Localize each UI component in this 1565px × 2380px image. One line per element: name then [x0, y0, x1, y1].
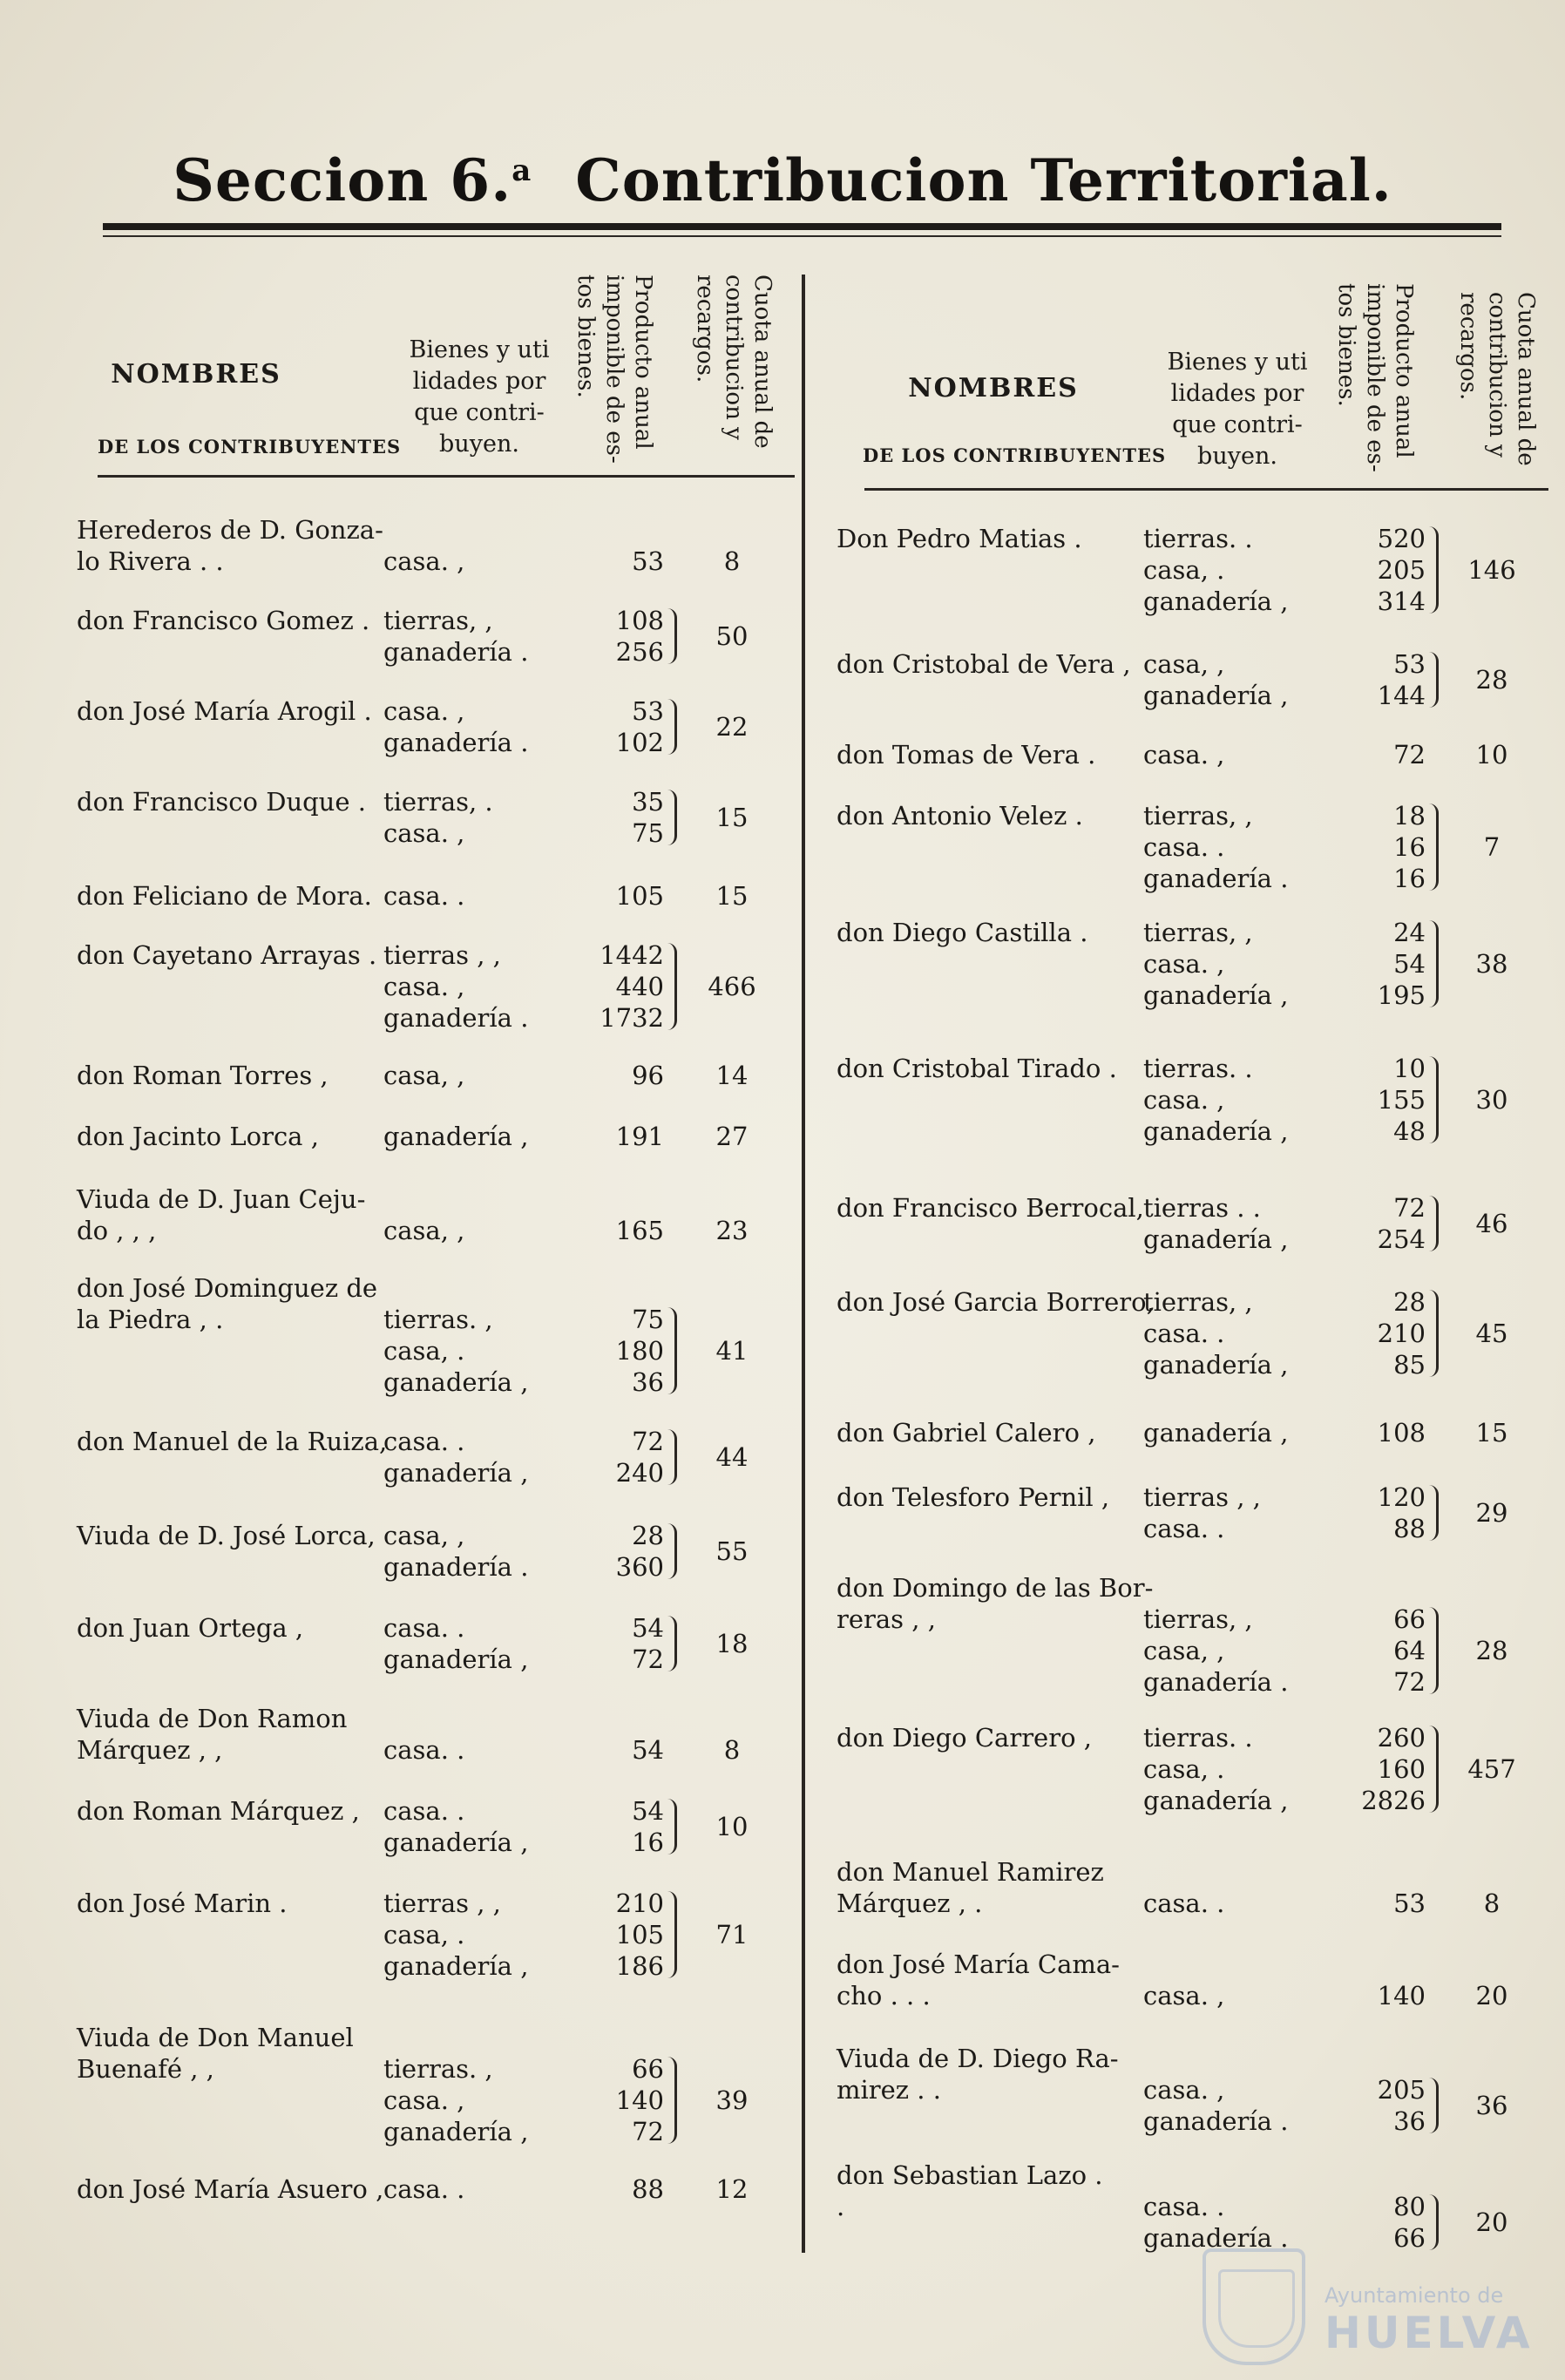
contributor-name: don José Dominguez de la Piedra , .: [77, 1273, 378, 1334]
cuota-value: 30: [1475, 1085, 1508, 1115]
left-header-rule: [98, 475, 795, 478]
left-header-bienes: Bienes y uti lidades por que contri- buyen.: [409, 336, 550, 458]
title-superscript: a: [512, 153, 532, 188]
product-values: 24 54 195: [1377, 918, 1426, 1010]
contributor-name: Viuda de D. Diego Ra- mirez . .: [837, 2044, 1119, 2105]
grouping-brace: [667, 1307, 677, 1394]
product-values: 75 180 36: [615, 1305, 664, 1397]
property-types: tierras. , casa. , ganadería ,: [383, 2054, 529, 2146]
watermark-line2: HUELVA: [1324, 2308, 1534, 2358]
cuota-value: 15: [715, 803, 749, 832]
contributor-name: don Juan Ortega ,: [77, 1613, 304, 1643]
product-values: 96: [632, 1061, 664, 1090]
contributor-name: don Manuel de la Ruiza,: [77, 1427, 388, 1456]
grouping-brace: [667, 1429, 677, 1485]
product-values: 53: [1393, 1888, 1426, 1918]
cuota-value: 7: [1483, 832, 1501, 862]
grouping-brace: [1429, 804, 1439, 891]
product-values: 210 105 186: [615, 1888, 664, 1981]
cuota-value: 45: [1475, 1319, 1508, 1348]
product-values: 53 102: [615, 696, 664, 757]
property-types: tierras, , casa, , ganadería .: [1143, 1604, 1289, 1697]
property-types: casa. . ganadería ,: [383, 1427, 529, 1488]
contributor-name: Viuda de Don Ramon Márquez , ,: [77, 1704, 348, 1765]
cuota-value: 18: [715, 1629, 749, 1658]
right-header-cuota: Cuota anual de contribucion y recargos.: [1455, 292, 1539, 466]
contributor-name: Don Pedro Matias .: [837, 524, 1082, 553]
property-types: tierras, , casa. . ganadería .: [1143, 801, 1289, 893]
contributor-name: don Roman Torres ,: [77, 1061, 329, 1090]
contributor-name: don Diego Castilla .: [837, 918, 1088, 947]
cuota-value: 22: [715, 712, 749, 742]
property-types: casa. .: [383, 1735, 465, 1765]
product-values: 28 210 85: [1377, 1287, 1426, 1380]
contributor-name: don Gabriel Calero ,: [837, 1418, 1096, 1448]
title-rule-thin: [103, 235, 1501, 237]
grouping-brace: [667, 2057, 677, 2144]
grouping-brace: [1429, 1056, 1439, 1143]
grouping-brace: [1429, 1726, 1439, 1813]
property-types: tierras . . ganadería ,: [1143, 1193, 1289, 1254]
grouping-brace: [667, 1891, 677, 1978]
grouping-brace: [1429, 920, 1439, 1007]
huelva-crest-icon: [1203, 2248, 1305, 2365]
product-values: 72 254: [1377, 1193, 1426, 1254]
left-header-nombres: NOMBRES: [111, 359, 281, 390]
product-values: 72 240: [615, 1427, 664, 1488]
right-header-contribuyentes: DE LOS CONTRIBUYENTES: [863, 444, 1167, 466]
product-values: 72: [1393, 740, 1426, 770]
property-types: casa. .: [383, 881, 465, 911]
property-types: casa. .: [383, 2174, 465, 2204]
property-types: casa. . ganadería ,: [383, 1796, 529, 1857]
contributor-name: Viuda de Don Manuel Buenafé , ,: [77, 2023, 354, 2084]
property-types: casa. .: [1143, 1888, 1225, 1918]
product-values: 53: [632, 546, 664, 576]
property-types: casa. ,: [383, 546, 465, 576]
property-types: tierras, , casa. , ganadería ,: [1143, 918, 1289, 1010]
contributor-name: don Diego Carrero ,: [837, 1723, 1092, 1753]
product-values: 66 64 72: [1393, 1604, 1426, 1697]
property-types: tierras, , ganadería .: [383, 606, 529, 667]
title-main: Contribucion Territorial.: [575, 146, 1392, 214]
cuota-value: 12: [715, 2174, 749, 2204]
property-types: casa, ,: [383, 1061, 465, 1090]
property-types: ganadería ,: [383, 1122, 529, 1151]
property-types: casa. , ganadería .: [1143, 2075, 1289, 2136]
contributor-name: don Francisco Duque .: [77, 787, 366, 817]
contributor-name: don José María Arogil .: [77, 696, 372, 726]
contributor-name: don Telesforo Pernil ,: [837, 1482, 1110, 1512]
product-values: 165: [615, 1216, 664, 1245]
contributor-name: Viuda de D. José Lorca,: [77, 1521, 376, 1550]
cuota-value: 29: [1475, 1498, 1508, 1528]
cuota-value: 8: [1483, 1888, 1501, 1918]
cuota-value: 457: [1467, 1754, 1516, 1784]
property-types: casa, ,: [383, 1216, 465, 1245]
property-types: casa. ,: [1143, 740, 1225, 770]
product-values: 18 16 16: [1393, 801, 1426, 893]
product-values: 108: [1377, 1418, 1426, 1448]
property-types: tierras , , casa, . ganadería ,: [383, 1888, 529, 1981]
contributor-name: don Cayetano Arrayas .: [77, 940, 377, 970]
cuota-value: 50: [715, 621, 749, 651]
grouping-brace: [1429, 1485, 1439, 1541]
grouping-brace: [1429, 652, 1439, 708]
right-header-producto: Producto anual imponible de es- tos bienes.: [1333, 283, 1417, 472]
watermark: [1203, 2248, 1534, 2362]
contributor-name: don José María Asuero ,: [77, 2174, 384, 2204]
property-types: tierras. . casa, . ganadería ,: [1143, 524, 1289, 616]
cuota-value: 55: [715, 1536, 749, 1566]
product-values: 108 256: [615, 606, 664, 667]
property-types: casa, , ganadería ,: [1143, 649, 1289, 710]
title-rule: [103, 223, 1501, 230]
grouping-brace: [1429, 1607, 1439, 1694]
contributor-name: don Antonio Velez .: [837, 801, 1083, 831]
contributor-name: don Manuel Ramirez Márquez , .: [837, 1857, 1104, 1918]
cuota-value: 466: [708, 972, 756, 1001]
property-types: casa. , ganadería .: [383, 696, 529, 757]
grouping-brace: [1429, 1196, 1439, 1251]
cuota-value: 44: [715, 1442, 749, 1472]
grouping-brace: [667, 608, 677, 664]
property-types: casa. . ganadería .: [1143, 2192, 1289, 2253]
cuota-value: 15: [715, 881, 749, 911]
product-values: 191: [615, 1122, 664, 1151]
product-values: 28 360: [615, 1521, 664, 1582]
right-header-nombres: NOMBRES: [908, 373, 1079, 403]
cuota-value: 20: [1475, 1981, 1508, 2010]
cuota-value: 28: [1475, 1636, 1508, 1665]
title-seccion: Seccion 6.: [173, 146, 512, 214]
product-values: 35 75: [632, 787, 664, 848]
grouping-brace: [667, 790, 677, 845]
property-types: tierras , , casa. .: [1143, 1482, 1261, 1543]
cuota-value: 27: [715, 1122, 749, 1151]
cuota-value: 8: [723, 1735, 741, 1765]
property-types: tierras, , casa. . ganadería ,: [1143, 1287, 1289, 1380]
contributor-name: don Sebastian Lazo . .: [837, 2160, 1103, 2221]
cuota-value: 46: [1475, 1209, 1508, 1238]
cuota-value: 38: [1475, 949, 1508, 979]
product-values: 80 66: [1393, 2192, 1426, 2253]
page-title: [0, 146, 1565, 214]
cuota-value: 71: [715, 1920, 749, 1949]
grouping-brace: [1429, 526, 1439, 614]
grouping-brace: [667, 699, 677, 755]
product-values: 105: [615, 881, 664, 911]
product-values: 140: [1377, 1981, 1426, 2010]
contributor-name: don Domingo de las Bor- reras , ,: [837, 1573, 1154, 1634]
watermark-line1: Ayuntamiento de: [1324, 2283, 1504, 2308]
cuota-value: 10: [715, 1812, 749, 1841]
product-values: 10 155 48: [1377, 1054, 1426, 1146]
grouping-brace: [667, 1616, 677, 1671]
property-types: tierras , , casa. , ganadería .: [383, 940, 529, 1033]
property-types: casa. . ganadería ,: [383, 1613, 529, 1674]
grouping-brace: [1429, 2194, 1439, 2250]
product-values: 54 16: [632, 1796, 664, 1857]
product-values: 205 36: [1377, 2075, 1426, 2136]
property-types: tierras. . casa. , ganadería ,: [1143, 1054, 1289, 1146]
cuota-value: 14: [715, 1061, 749, 1090]
contributor-name: Herederos de D. Gonza- lo Rivera . .: [77, 515, 383, 576]
contributor-name: don José Marin .: [77, 1888, 288, 1918]
cuota-value: 8: [723, 546, 741, 576]
property-types: casa, , ganadería .: [383, 1521, 529, 1582]
contributor-name: Viuda de D. Juan Ceju- do , , ,: [77, 1184, 366, 1245]
contributor-name: don Francisco Berrocal,: [837, 1193, 1144, 1223]
product-values: 54: [632, 1735, 664, 1765]
left-header-producto: Producto anual imponible de es- tos bienes.: [572, 275, 656, 464]
product-values: 53 144: [1377, 649, 1426, 710]
right-header-bienes: Bienes y uti lidades por que contri- buyen.: [1167, 349, 1308, 470]
contributor-name: don Cristobal Tirado .: [837, 1054, 1117, 1083]
contributor-name: don Feliciano de Mora.: [77, 881, 372, 911]
product-values: 66 140 72: [615, 2054, 664, 2146]
grouping-brace: [667, 1523, 677, 1579]
contributor-name: don Francisco Gomez .: [77, 606, 370, 635]
product-values: 88: [632, 2174, 664, 2204]
property-types: casa. ,: [1143, 1981, 1225, 2010]
cuota-value: 20: [1475, 2207, 1508, 2237]
product-values: 520 205 314: [1377, 524, 1426, 616]
cuota-value: 41: [715, 1336, 749, 1366]
grouping-brace: [1429, 1290, 1439, 1377]
cuota-value: 10: [1475, 740, 1508, 770]
product-values: 1442 440 1732: [600, 940, 664, 1033]
grouping-brace: [667, 943, 677, 1030]
contributor-name: don Tomas de Vera .: [837, 740, 1096, 770]
right-header-rule: [864, 488, 1548, 491]
column-divider: [802, 275, 805, 2253]
contributor-name: don Jacinto Lorca ,: [77, 1122, 319, 1151]
property-types: tierras. , casa, . ganadería ,: [383, 1305, 529, 1397]
grouping-brace: [667, 1799, 677, 1855]
cuota-value: 36: [1475, 2091, 1508, 2120]
contributor-name: don Cristobal de Vera ,: [837, 649, 1131, 679]
product-values: 260 160 2826: [1361, 1723, 1426, 1815]
grouping-brace: [1429, 2078, 1439, 2133]
cuota-value: 28: [1475, 665, 1508, 695]
left-header-cuota: Cuota anual de contribucion y recargos.: [692, 275, 776, 449]
cuota-value: 23: [715, 1216, 749, 1245]
property-types: ganadería ,: [1143, 1418, 1289, 1448]
contributor-name: don Roman Márquez ,: [77, 1796, 360, 1826]
contributor-name: don José María Cama- cho . . .: [837, 1949, 1120, 2010]
left-header-contribuyentes: DE LOS CONTRIBUYENTES: [98, 436, 402, 458]
cuota-value: 39: [715, 2085, 749, 2115]
cuota-value: 15: [1475, 1418, 1508, 1448]
product-values: 120 88: [1377, 1482, 1426, 1543]
property-types: tierras. . casa, . ganadería ,: [1143, 1723, 1289, 1815]
product-values: 54 72: [632, 1613, 664, 1674]
cuota-value: 146: [1467, 555, 1516, 585]
property-types: tierras, . casa. ,: [383, 787, 493, 848]
contributor-name: don José Garcia Borrero,: [837, 1287, 1155, 1317]
